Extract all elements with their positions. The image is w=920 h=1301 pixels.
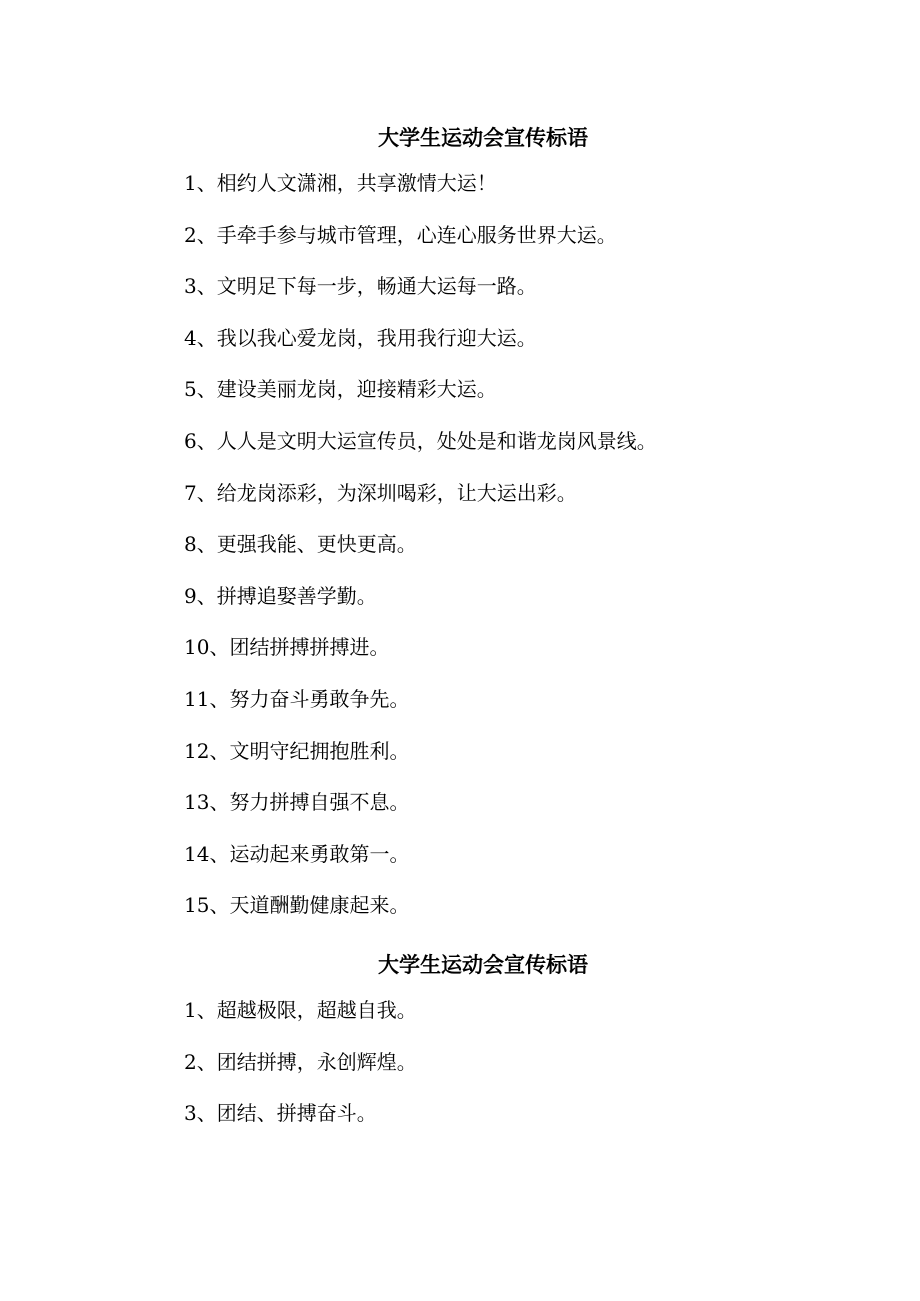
list-item: 8、更强我能、更快更高。 [184, 532, 417, 557]
list-item: 12、文明守纪拥抱胜利。 [184, 738, 410, 763]
list-item: 15、天道酬勤健康起来。 [184, 893, 410, 918]
list-item: 9、拼搏追娶善学勤。 [184, 583, 377, 608]
list-item: 1、超越极限，超越自我。 [184, 998, 417, 1022]
slogan-section-1 [0, 118, 920, 932]
list-item: 5、建设美丽龙岗，迎接精彩大运。 [184, 377, 497, 402]
list-item: 6、人人是文明大运宣传员，处处是和谐龙岗风景线。 [184, 428, 657, 453]
list-item: 2、团结拼搏，永创辉煌。 [184, 1049, 417, 1074]
list-item: 7、给龙岗添彩，为深圳喝彩，让大运出彩。 [184, 480, 577, 505]
slogan-section-2 [0, 945, 920, 1140]
list-item: 3、文明足下每一步，畅通大运每一路。 [184, 274, 537, 299]
slogan-list [0, 985, 920, 1140]
list-item: 1、相约人文潇湘，共享激情大运！ [184, 171, 497, 195]
list-item: 10、团结拼搏拼搏进。 [184, 635, 390, 660]
list-item: 11、努力奋斗勇敢争先。 [184, 686, 410, 711]
section-title: 大学生运动会宣传标语 [378, 953, 588, 977]
section-title: 大学生运动会宣传标语 [378, 126, 588, 150]
slogan-list [0, 158, 920, 932]
list-item: 14、运动起来勇敢第一。 [184, 841, 410, 866]
list-item: 4、我以我心爱龙岗，我用我行迎大运。 [184, 325, 537, 350]
list-item: 3、团结、拼搏奋斗。 [184, 1101, 377, 1126]
list-item: 2、手牵手参与城市管理，心连心服务世界大运。 [184, 222, 617, 247]
list-item: 13、努力拼搏自强不息。 [184, 790, 410, 815]
